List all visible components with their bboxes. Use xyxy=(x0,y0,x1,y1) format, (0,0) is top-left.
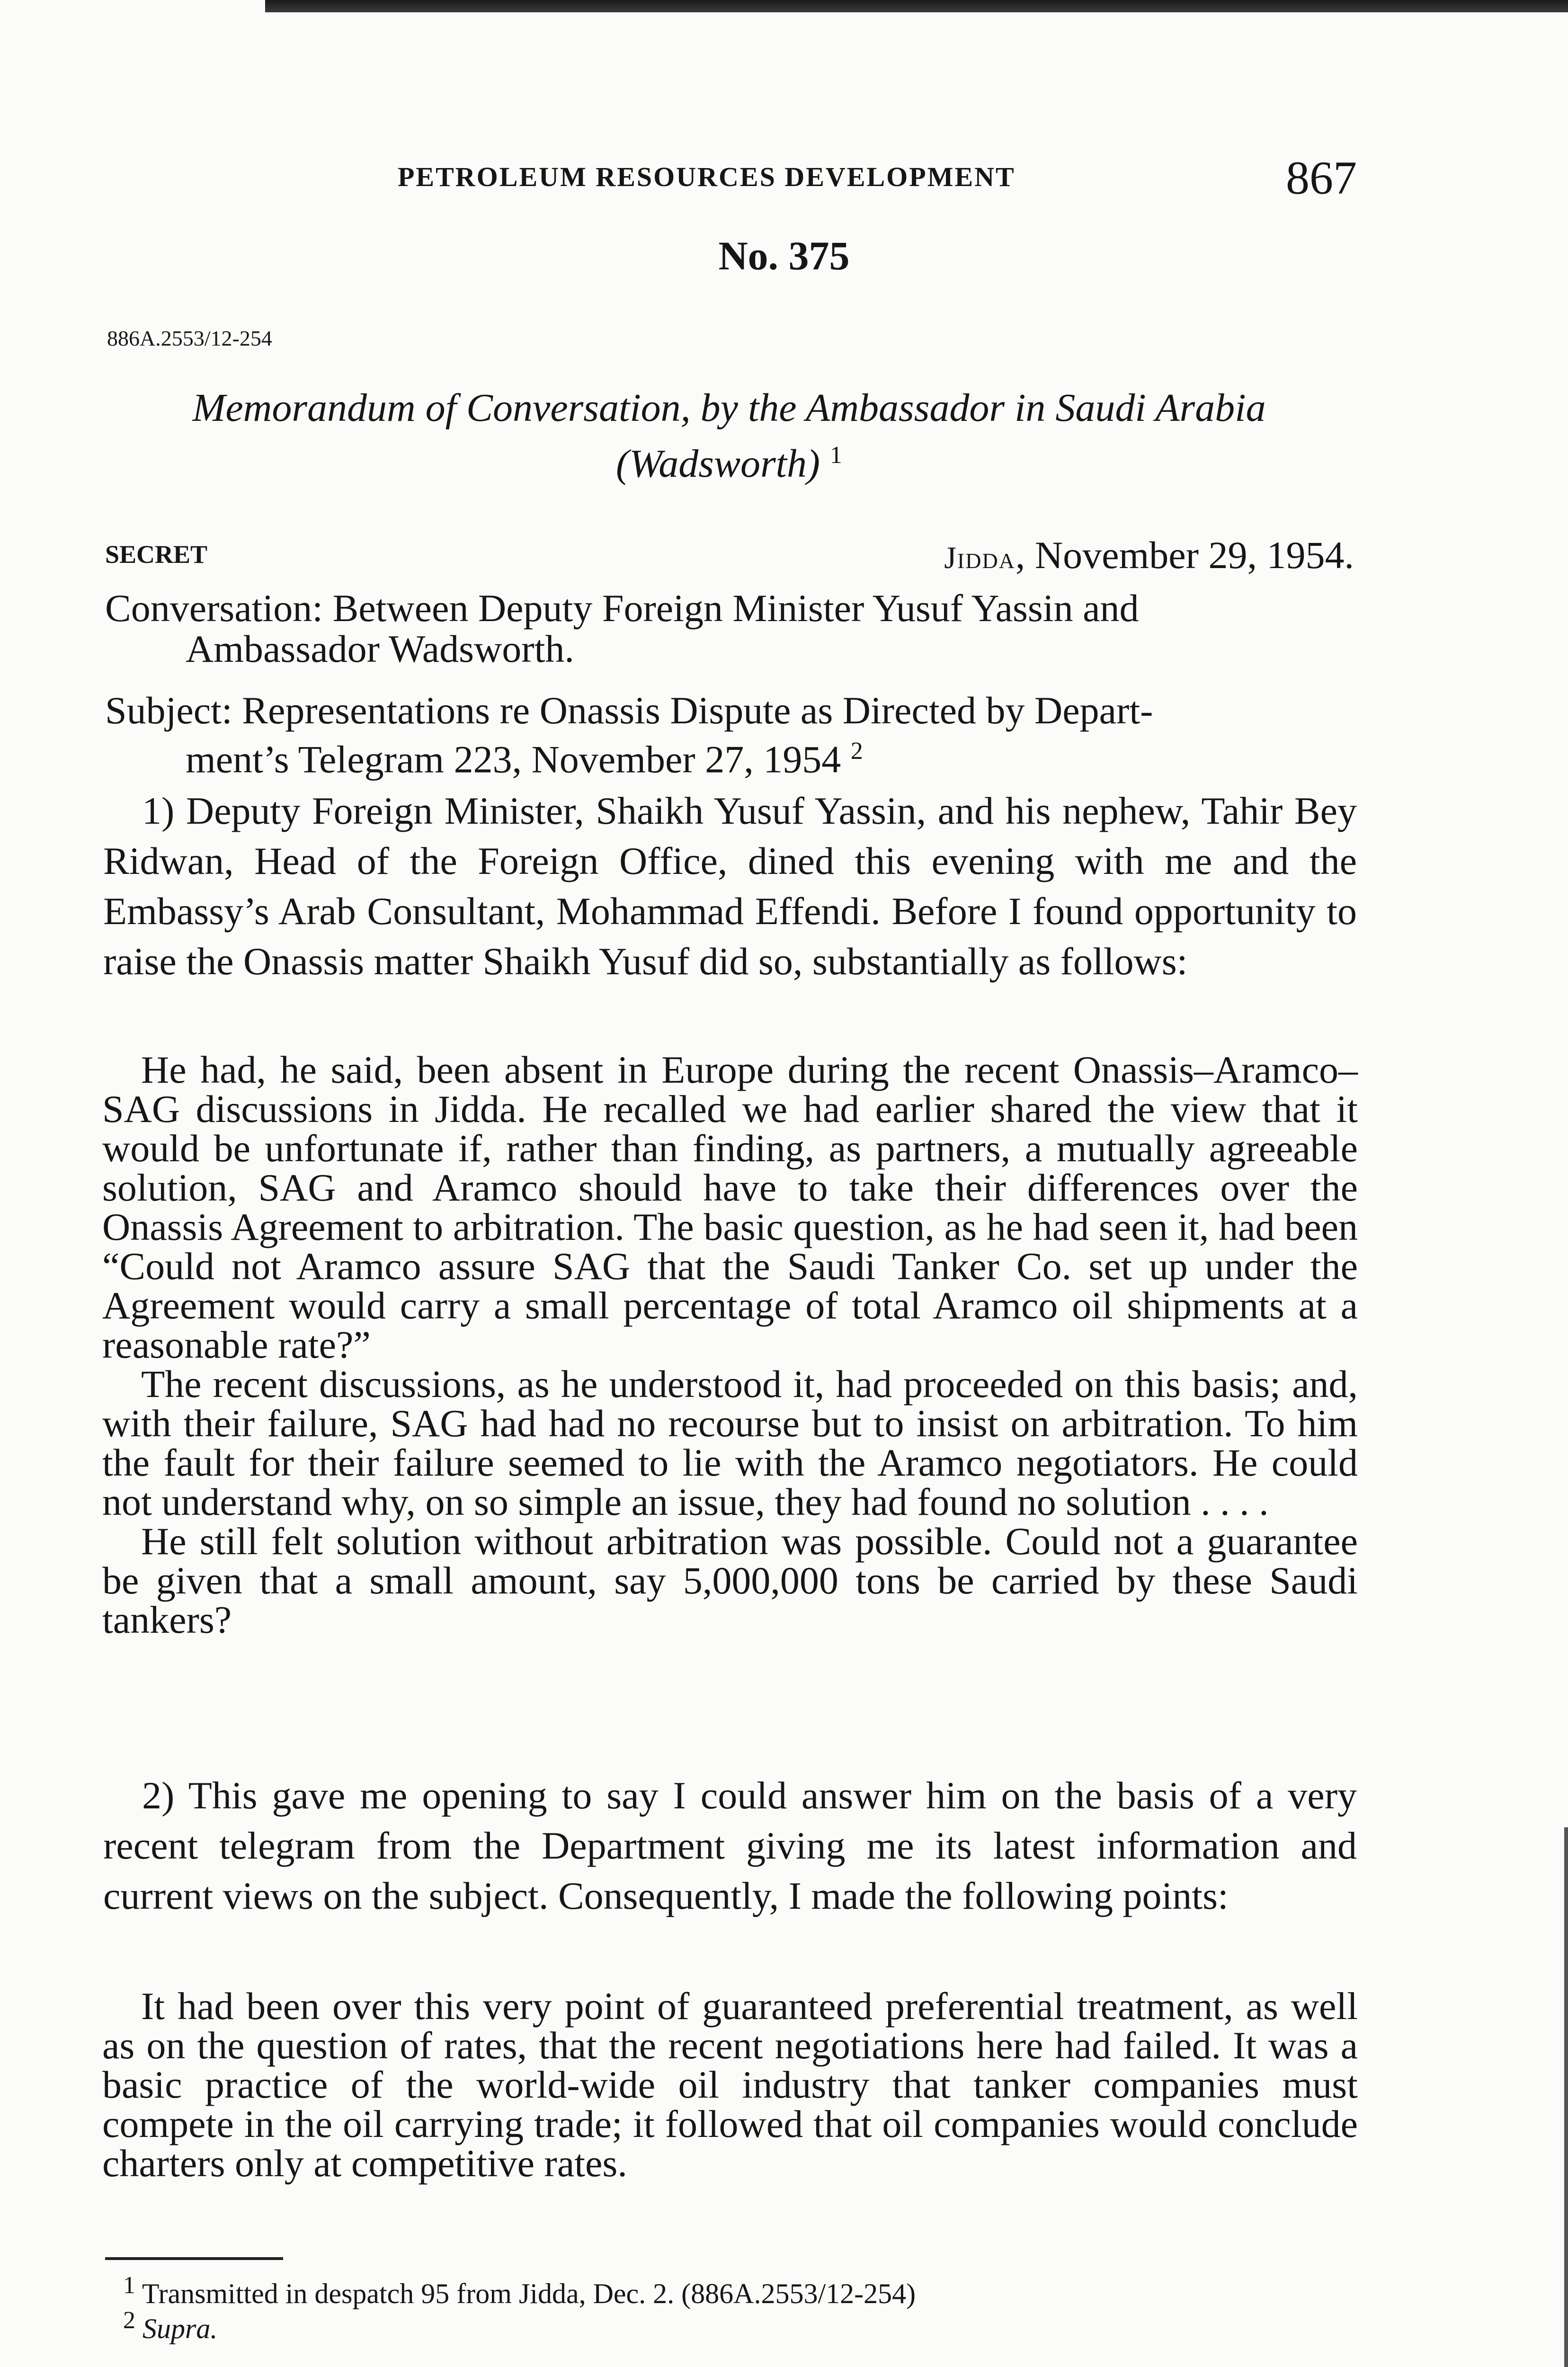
paragraph-2 xyxy=(103,1771,1357,1921)
footnote-1 xyxy=(123,2271,916,2310)
memo-title-footnote-mark: 1 xyxy=(829,442,842,469)
paragraph-1-text: 1) Deputy Foreign Minister, Shaikh Yusuf Yassin, and his nephew, Tahir Bey Ridwan, Head of the Foreign Office, dined this evening with me and the Embassy’s Arab Consultant, Mohammad Effendi. Before I found opportunity to raise the Onassis matter Shaikh Yusuf did so, substantially as follows: xyxy=(103,789,1357,983)
memo-title xyxy=(104,384,1354,488)
footnote-2-text: Supra. xyxy=(135,2313,218,2344)
right-edge-rule xyxy=(1564,1827,1568,2367)
subject-line xyxy=(105,690,1355,780)
conversation-text-2: Ambassador Wadsworth. xyxy=(186,627,574,670)
classification-label: SECRET xyxy=(105,540,208,569)
document-number: No. 375 xyxy=(718,233,850,278)
subject-footnote-mark: 2 xyxy=(850,738,863,765)
top-edge-rule xyxy=(265,0,1568,12)
footnote-1-mark: 1 xyxy=(123,2272,135,2299)
footnote-1-text: Transmitted in despatch 95 from Jidda, Dec. 2. (886A.2553/12-254) xyxy=(135,2278,916,2309)
page-number: 867 xyxy=(1286,151,1357,204)
place-date xyxy=(944,533,1354,578)
date: , November 29, 1954. xyxy=(1015,534,1354,577)
footnote-2-mark: 2 xyxy=(123,2307,135,2334)
quote-paragraph-2: The recent discussions, as he understood it, had proceeded on this basis; and, with their failure, SAG had had no recourse but to insist on arbitration. To him the fault for their failure seemed to lie with the Aramco negotiators. He could not understand why, on so simple an issue, they had found no solution . . . . xyxy=(102,1362,1358,1523)
paragraph-1 xyxy=(103,786,1357,987)
conversation-line xyxy=(105,588,1355,669)
quote-paragraph-4: It had been over this very point of guaranteed preferential treatment, as well as on the question of rates, that the recent negotiations here had failed. It was a basic practice of the world-wide oil industry that tanker companies must compete in the oil carrying trade; it followed that oil companies would conclude charters only at competitive rates. xyxy=(102,1984,1358,2185)
quote-paragraph-3: He still felt solution without arbitration was possible. Could not a guarantee be given that a small amount, say 5,000,000 tons be carried by these Saudi tankers? xyxy=(102,1520,1358,1641)
footnote-2 xyxy=(123,2306,217,2345)
conversation-text-1: Between Deputy Foreign Minister Yusuf Yassin and xyxy=(323,587,1139,630)
running-head: PETROLEUM RESOURCES DEVELOPMENT xyxy=(398,161,1016,192)
subject-label: Subject: xyxy=(105,689,232,732)
footnote-divider xyxy=(105,2257,283,2260)
quote-paragraph-1: He had, he said, been absent in Europe during the recent Onassis–Aramco–SAG discussions in Jidda. He recalled we had earlier shared the view that it would be unfortunate if, rather than finding, as partners, a mutually agreeable solution, SAG and Aramco should have to take their differences over the Onassis Agreement to arbitration. The basic question, as he had seen it, had been “Could not Aramco assure SAG that the Saudi Tanker Co. set up under the Agreement would carry a small percentage of total Aramco oil shipments at a reasonable rate?” xyxy=(102,1048,1358,1366)
place: Jidda xyxy=(944,541,1016,575)
paragraph-2-text: 2) This gave me opening to say I could answer him on the basis of a very recent telegram from the Department giving me its latest information and current views on the subject. Consequently, I made the following points: xyxy=(103,1774,1357,1917)
quoted-remarks-yassin xyxy=(102,1050,1358,1639)
conversation-label: Conversation: xyxy=(105,587,323,630)
subject-text-1: Representations re Onassis Dispute as Directed by Depart- xyxy=(232,689,1153,732)
quoted-points-ambassador xyxy=(102,1986,1358,2183)
file-reference: 886A.2553/12-254 xyxy=(107,326,272,350)
subject-text-2: ment’s Telegram 223, November 27, 1954 xyxy=(186,738,841,781)
memo-title-text: Memorandum of Conversation, by the Ambassador in Saudi Arabia (Wadsworth) xyxy=(192,386,1266,486)
